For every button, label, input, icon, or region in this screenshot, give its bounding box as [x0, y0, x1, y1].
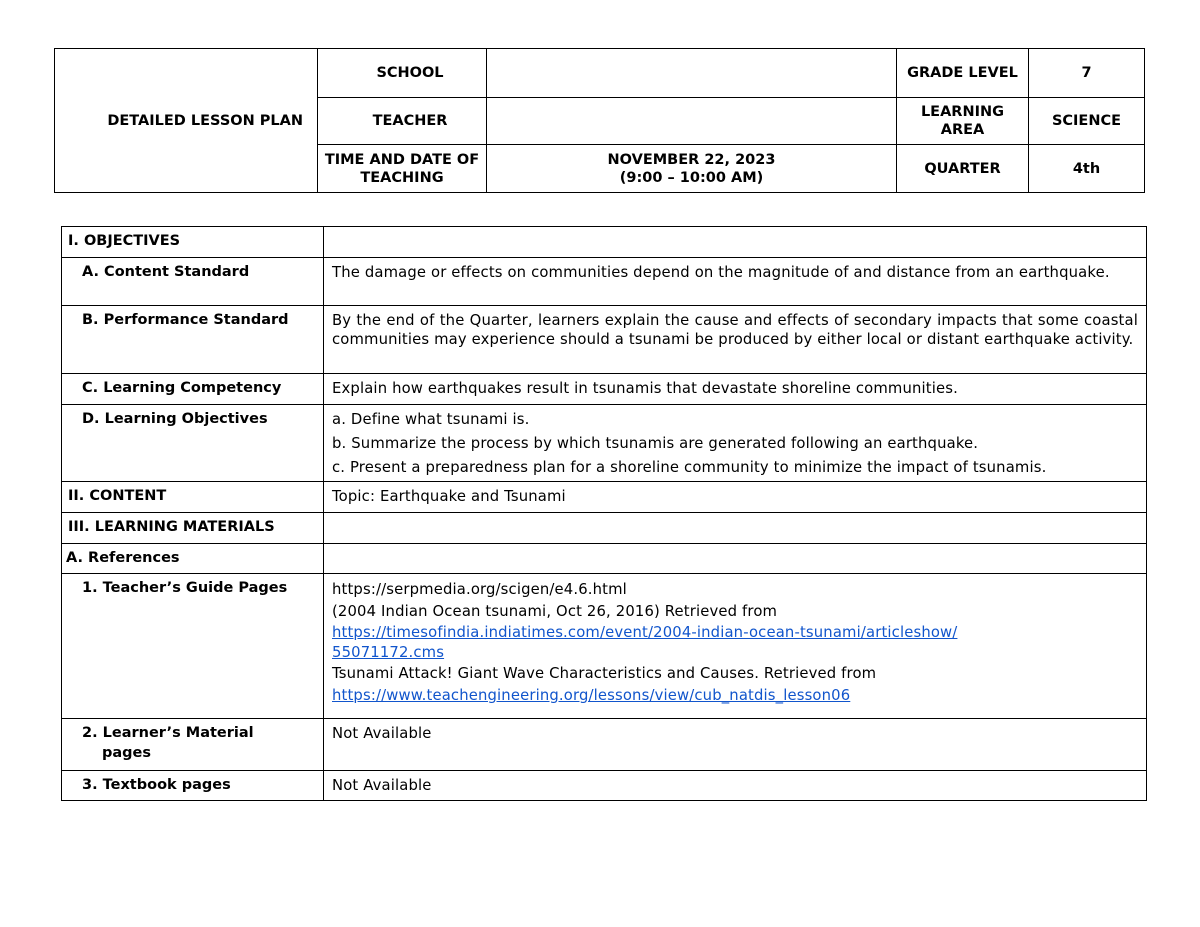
- materials-value: [324, 513, 1147, 544]
- content-heading: II. CONTENT: [62, 482, 324, 513]
- objectives-row: [62, 227, 1147, 258]
- teacher-value: [487, 98, 897, 145]
- learning-area-value: SCIENCE: [1029, 98, 1145, 145]
- teachers-guide-label: 1. Teacher’s Guide Pages: [62, 574, 324, 719]
- objectives-heading: I. OBJECTIVES: [62, 227, 324, 258]
- learning-objectives-label: D. Learning Objectives: [62, 405, 324, 482]
- times-of-india-link-part-2[interactable]: 55071172.cms: [332, 644, 445, 661]
- quarter-value: 4th: [1029, 145, 1145, 193]
- reference-citation: Tsunami Attack! Giant Wave Characteristics and Causes. Retrieved from: [332, 665, 877, 682]
- references-heading: A. References: [62, 544, 324, 574]
- date-value: NOVEMBER 22, 2023: [607, 151, 776, 168]
- times-of-india-link-part-1[interactable]: https://timesofindia.indiatimes.com/event/2004-indian-ocean-tsunami/articleshow/: [332, 624, 958, 641]
- learning-competency-value: Explain how earthquakes result in tsunamis that devastate shoreline communities.: [324, 374, 1147, 405]
- learning-competency-label: C. Learning Competency: [62, 374, 324, 405]
- materials-row: [62, 513, 1147, 544]
- grade-level-value: 7: [1029, 49, 1145, 98]
- content-standard-value: The damage or effects on communities depend on the magnitude of and distance from an earthquake.: [324, 258, 1147, 306]
- teachers-guide-row: [62, 574, 1147, 719]
- content-standard-row: [62, 258, 1147, 306]
- learning-objectives-list: [324, 405, 1147, 482]
- lesson-plan-title-text: DETAILED LESSON PLAN: [107, 112, 303, 129]
- learners-material-label-line-1: 2. Learner’s Material: [82, 725, 254, 741]
- school-value: [487, 49, 897, 98]
- references-value: [324, 544, 1147, 574]
- learning-objectives-row: [62, 405, 1147, 482]
- learning-objective-item: b. Summarize the process by which tsunamis are generated following an earthquake.: [332, 435, 979, 452]
- references-row: [62, 544, 1147, 574]
- learners-material-row: [62, 719, 1147, 771]
- learning-objective-item: a. Define what tsunami is.: [332, 411, 530, 428]
- grade-level-label: GRADE LEVEL: [897, 49, 1029, 98]
- performance-standard-value: By the end of the Quarter, learners explain the cause and effects of secondary impacts that some coastal communities may experience should a tsunami be produced by either local or distant earthquake activity.: [324, 306, 1147, 374]
- lesson-plan-header-table: [54, 48, 1145, 193]
- lesson-plan-title: [55, 49, 318, 193]
- teachers-guide-url: https://serpmedia.org/scigen/e4.6.html: [332, 581, 627, 598]
- time-date-label: TIME AND DATE OF TEACHING: [318, 145, 487, 193]
- teachers-guide-value: [324, 574, 1147, 719]
- quarter-label: QUARTER: [897, 145, 1029, 193]
- reference-citation: (2004 Indian Ocean tsunami, Oct 26, 2016) Retrieved from: [332, 603, 778, 620]
- reference-link-teachengineering[interactable]: [332, 685, 1138, 707]
- content-value: Topic: Earthquake and Tsunami: [324, 482, 1147, 513]
- content-row: [62, 482, 1147, 513]
- time-value: (9:00 – 10:00 AM): [619, 169, 764, 186]
- learners-material-label-line-2: pages: [102, 745, 152, 761]
- reference-link-times-of-india[interactable]: [332, 623, 1138, 663]
- learning-competency-row: [62, 374, 1147, 405]
- textbook-value: Not Available: [324, 771, 1147, 801]
- performance-standard-label: B. Performance Standard: [62, 306, 324, 374]
- materials-heading: III. LEARNING MATERIALS: [62, 513, 324, 544]
- content-standard-label: A. Content Standard: [62, 258, 324, 306]
- textbook-row: [62, 771, 1147, 801]
- performance-standard-row: [62, 306, 1147, 374]
- teacher-label: TEACHER: [318, 98, 487, 145]
- date-time-value: [487, 145, 897, 193]
- learners-material-label: [62, 719, 324, 771]
- textbook-label: 3. Textbook pages: [62, 771, 324, 801]
- learning-objective-item: c. Present a preparedness plan for a shoreline community to minimize the impact of tsunamis.: [332, 459, 1047, 476]
- teachengineering-link[interactable]: https://www.teachengineering.org/lessons/view/cub_natdis_lesson06: [332, 687, 851, 704]
- school-label: SCHOOL: [318, 49, 487, 98]
- learning-area-label: LEARNING AREA: [897, 98, 1029, 145]
- objectives-value: [324, 227, 1147, 258]
- learners-material-value: Not Available: [324, 719, 1147, 771]
- lesson-plan-body-table: [61, 226, 1147, 801]
